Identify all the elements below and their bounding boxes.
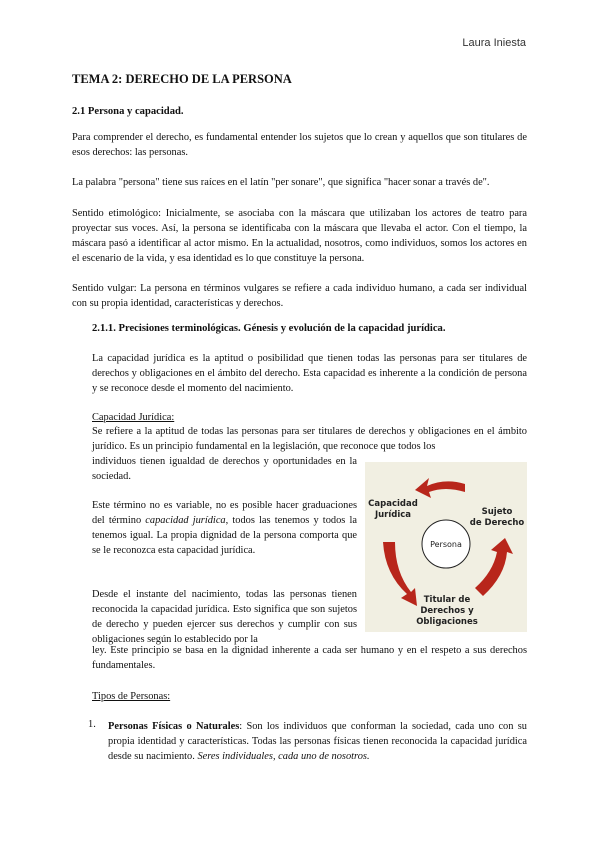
list-item-text: : Son los individuos que conforman la sociedad, cada uno con su propia identidad y características. Todas las personas físicas tienen reconocida la capacidad jurídica desde su nacimiento. xyxy=(108,721,527,762)
text: Este término no es variable, no es posible hacer graduaciones del término xyxy=(92,500,357,526)
paragraph xyxy=(92,498,357,558)
center-label: Persona xyxy=(430,540,462,549)
list-item-emphasis: Seres individuales, cada uno de nosotros. xyxy=(197,751,370,762)
paragraph: Se refiere a la aptitud de todas las personas para ser titulares de derechos y obligaciones en el ámbito jurídico. Es un principio fundamental en la legislación, que reconoce que todos los xyxy=(92,426,527,452)
paragraph: individuos tienen igualdad de derechos y oportunidades en la sociedad. xyxy=(92,456,357,482)
types-label-text: Tipos de Personas: xyxy=(92,691,171,702)
paragraph: ley. Este principio se basa en la dignidad inherente a cada ser humano y en el respeto a sus derechos fundamentales. xyxy=(92,645,527,671)
paragraph: Sentido vulgar: La persona en términos vulgares se refiere a cada individuo humano, a cada ser individual con su propia identidad, características y derechos. xyxy=(72,283,527,309)
text: , todos las tenemos y todos la tenemos igual. La propia dignidad de la persona comporta que se le reconozca esta capacidad jurídica. xyxy=(92,515,357,556)
list-item-term: Personas Físicas o Naturales xyxy=(108,721,240,732)
paragraph: La capacidad jurídica es la aptitud o posibilidad que tienen todas las personas para ser titulares de derechos y obligaciones en el ámbito del derecho. Esta capacidad es inherente a la condición de persona y se reconoce desde el momento del nacimiento. xyxy=(92,353,527,394)
types-label xyxy=(92,689,170,704)
paragraph: Para comprender el derecho, es fundamental entender los sujetos que lo crean y aquellos que son titulares de esos derechos: las personas. xyxy=(72,132,527,158)
label-right-2: de Derecho xyxy=(469,518,525,528)
label-bottom-3: Obligaciones xyxy=(416,617,478,627)
page-title: TEMA 2: DERECHO DE LA PERSONA xyxy=(72,72,292,86)
subsection-heading: 2.1.1. Precisiones terminológicas. Génesis y evolución de la capacidad jurídica. xyxy=(92,323,446,334)
label-bottom-2: Derechos y xyxy=(420,606,474,616)
label-right-1: Sujeto xyxy=(481,507,513,517)
label-bottom-1: Titular de xyxy=(423,595,471,605)
label-left-2: Jurídica xyxy=(374,510,412,520)
paragraph: Sentido etimológico: Inicialmente, se asociaba con la máscara que utilizaban los actores de teatro para proyectar sus voces. Así, la persona se identificaba con la máscara que llevaba el actor. Con el tiempo, la máscara pasó a identificar al actor mismo. En la actualidad, nosotros, como individuos, somos los actores en el escenario de la vida, y esa identidad es lo que constituye la persona. xyxy=(72,208,527,264)
paragraph: Desde el instante del nacimiento, todas las personas tienen reconocida la capacidad jurídica. Esto significa que son sujetos de derecho y pueden ejercer sus derechos y cumplir con sus obligaciones según lo establecido por la xyxy=(92,589,357,645)
emphasis: capacidad jurídica xyxy=(145,515,226,526)
list-item xyxy=(108,719,527,764)
page-header-author: Laura Iniesta xyxy=(462,37,526,49)
label-left-1: Capacidad xyxy=(368,499,418,509)
persona-cycle-diagram xyxy=(365,462,527,632)
capacity-label xyxy=(92,410,174,425)
section-heading: 2.1 Persona y capacidad. xyxy=(72,106,184,117)
capacity-label-text: Capacidad Jurídica: xyxy=(92,412,175,423)
list-number: 1. xyxy=(88,719,96,730)
paragraph: La palabra "persona" tiene sus raíces en el latín "per sonare", que significa "hacer sonar a través de". xyxy=(72,177,490,188)
